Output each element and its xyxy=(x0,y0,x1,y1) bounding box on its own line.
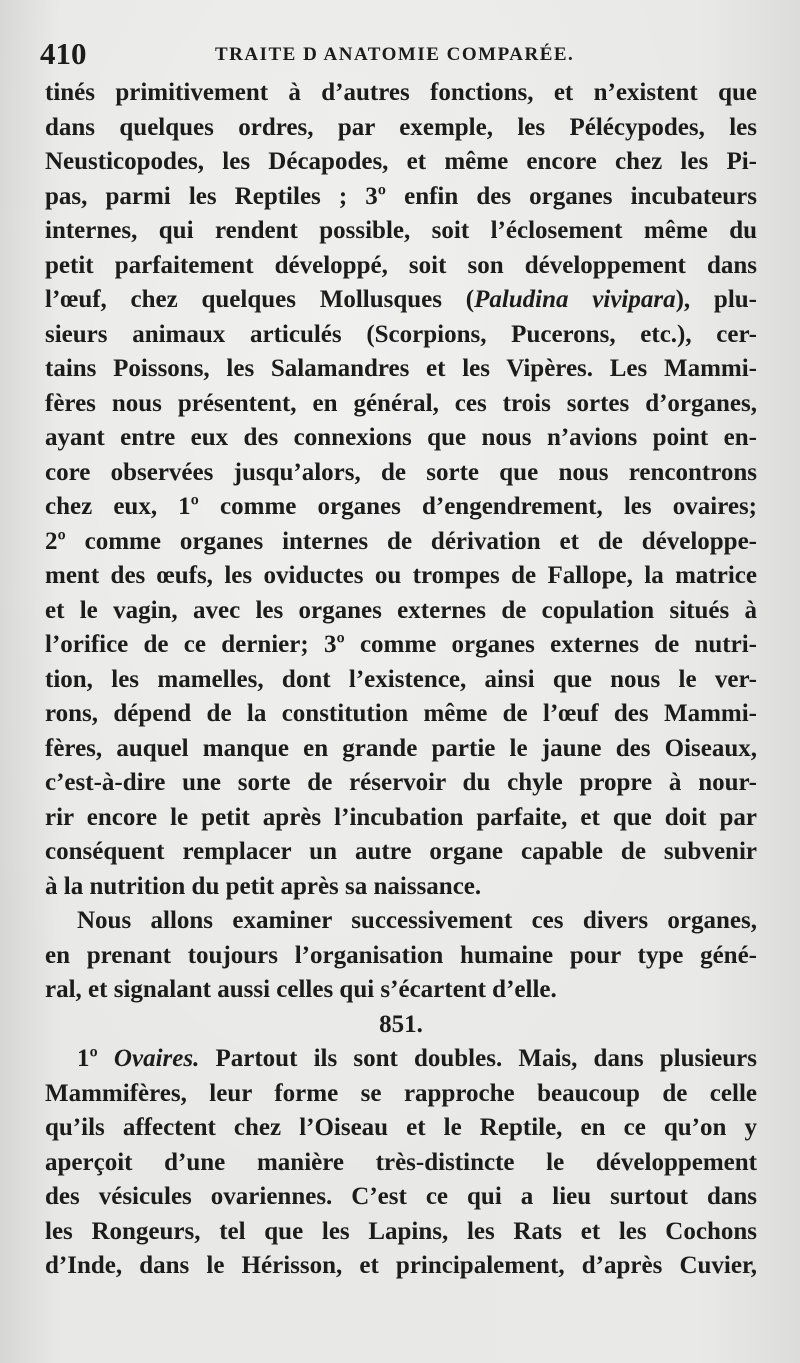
text-line: ment des œufs, les oviductes ou trompes de Fallope, la matrice xyxy=(45,562,757,589)
text-segment: Partout ils sont doubles. Mais, dans plusieurs xyxy=(199,1045,757,1072)
body-text xyxy=(45,76,757,1284)
text-segment: l’œuf, chez quelques Mollusques ( xyxy=(45,286,475,313)
text-line: petit parfaitement développé, soit son développement dans xyxy=(45,251,757,279)
italic-species-name: Paludina vivipara xyxy=(474,286,676,313)
text-line xyxy=(45,1042,757,1077)
text-line: c’est-à-dire une sorte de réservoir du chyle propre à nour- xyxy=(45,769,757,796)
running-header xyxy=(40,36,756,76)
text-line: en prenant toujours l’organisation humaine pour type géné- xyxy=(45,941,757,969)
text-line: rons, dépend de la constitution même de l’œuf des Mammi- xyxy=(45,700,757,727)
text-segment: 1º xyxy=(77,1045,114,1072)
text-line: fères, auquel manque en grande partie le jaune des Oiseaux, xyxy=(45,734,757,762)
text-line: internes, qui rendent possible, soit l’éclosement même du xyxy=(45,217,757,244)
text-line: tinés primitivement à d’autres fonctions, et n’existent que xyxy=(45,79,757,106)
text-line: Neusticopodes, les Décapodes, et même encore chez les Pi- xyxy=(45,148,757,175)
text-line: tion, les mamelles, dont l’existence, ainsi que nous le ver- xyxy=(45,665,757,693)
text-line: aperçoit d’une manière très-distincte le développement xyxy=(45,1148,757,1176)
section-number: 851. xyxy=(379,1010,423,1038)
text-line: 2º comme organes internes de dérivation et de développe- xyxy=(45,527,757,555)
text-line: d’Inde, dans le Hérisson, et principalement, d’après Cuvier, xyxy=(45,1252,757,1279)
text-line: Mammifères, leur forme se rapproche beaucoup de celle xyxy=(45,1079,757,1107)
text-line: ral, et signalant aussi celles qui s’écartent d’elle. xyxy=(45,976,557,1003)
text-line: Nous allons examiner successivement ces divers organes, xyxy=(77,907,757,934)
running-title: TRAITE D ANATOMIE COMPARÉE. xyxy=(215,44,575,65)
text-line: core observées jusqu’alors, de sorte que nous rencontrons xyxy=(45,458,757,486)
page-number: 410 xyxy=(40,36,87,71)
text-line: pas, parmi les Reptiles ; 3º enfin des organes incubateurs xyxy=(45,182,757,210)
italic-heading-ovaires: Ovaires. xyxy=(113,1045,200,1072)
text-line: chez eux, 1º comme organes d’engendrement, les ovaires; xyxy=(45,493,757,520)
text-line xyxy=(45,283,757,318)
text-line: rir encore le petit après l’incubation parfaite, et que doit par xyxy=(45,803,757,831)
text-line: ayant entre eux des connexions que nous n’avions point en- xyxy=(45,424,757,451)
text-line: conséquent remplacer un autre organe capable de subvenir xyxy=(45,838,757,865)
text-line: les Rongeurs, tel que les Lapins, les Rats et les Cochons xyxy=(45,1217,757,1245)
text-line: l’orifice de ce dernier; 3º comme organes externes de nutri- xyxy=(45,631,757,658)
text-line: des vésicules ovariennes. C’est ce qui a lieu surtout dans xyxy=(45,1183,757,1210)
text-line: et le vagin, avec les organes externes de copulation situés à xyxy=(45,596,757,624)
text-line: tains Poissons, les Salamandres et les Vipères. Les Mammi- xyxy=(45,355,757,382)
text-segment: ), plu- xyxy=(675,286,757,313)
text-line: fères nous présentent, en général, ces trois sortes d’organes, xyxy=(45,389,757,417)
text-line: à la nutrition du petit après sa naissance. xyxy=(45,872,482,900)
text-line: qu’ils affectent chez l’Oiseau et le Reptile, en ce qu’on y xyxy=(45,1114,757,1141)
text-line: sieurs animaux articulés (Scorpions, Pucerons, etc.), cer- xyxy=(45,320,757,348)
text-line: dans quelques ordres, par exemple, les Pélécypodes, les xyxy=(45,113,757,141)
